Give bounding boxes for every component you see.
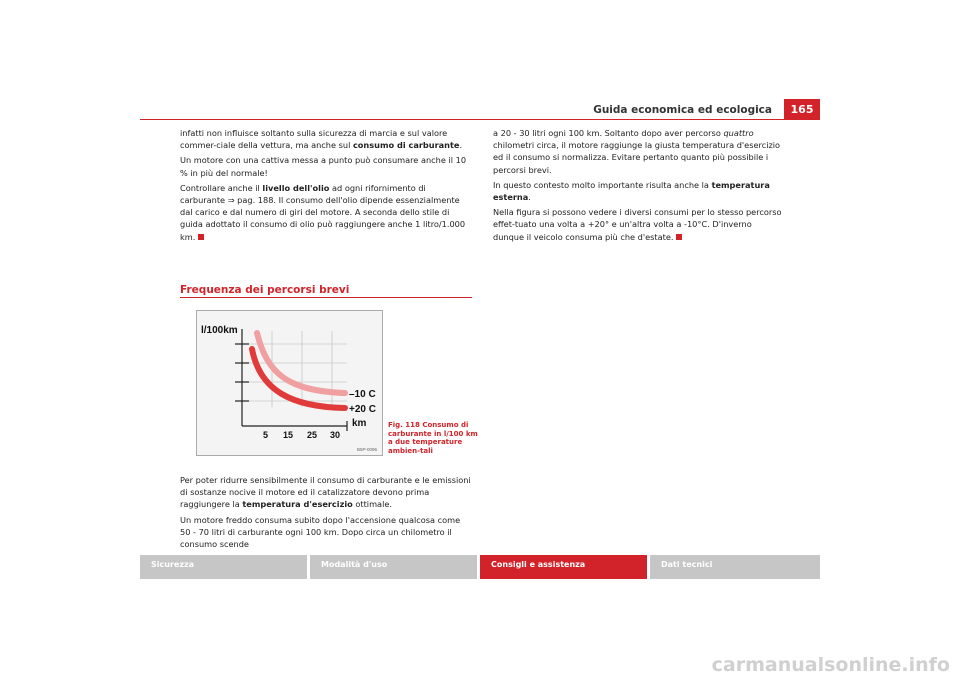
running-header: Guida economica ed ecologica — [593, 104, 772, 116]
paragraph: Per poter ridurre sensibilmente il consumo di carburante e le emissioni di sostanze nocive il motore ed il catalizzatore devono prima raggiungere la temperatura d'esercizio ottimale. — [180, 475, 471, 510]
consumption-diagram — [197, 311, 382, 455]
paragraph: Nella figura si possono vedere i diversi consumi per lo stesso percorso effet-tuato una volta a +20° e un'altra volta a -10°C. D'inverno dunque il veicolo consuma più che d'estate. — [493, 207, 782, 242]
paragraph: Un motore con una cattiva messa a punto può consumare anche il 10 % in più del normale! — [180, 155, 467, 178]
y-axis-label: l/100km — [201, 325, 238, 336]
section-divider — [180, 297, 472, 298]
footer-tab-modalita-uso[interactable]: Modalità d'uso — [310, 555, 477, 579]
end-of-section-icon — [198, 234, 204, 240]
paragraph: Un motore freddo consuma subito dopo l'accensione qualcosa come 50 - 70 litri di carburante ogni 100 km. Dopo circa un chilometro il consumo scende — [180, 514, 461, 550]
paragraph: Controllare anche il livello dell'olio ad ogni rifornimento di carburante ⇒ pag. 188. Il consumo dell'olio dipende essenzialmente dal carico e dal numero di giri del motore. A seconda dello stile di guida adottato il consumo di olio può raggiungere anche 1 litro/1.000 km. — [180, 182, 466, 242]
column-left-top — [180, 127, 472, 246]
curve-label-plus20: +20 C — [349, 404, 376, 415]
page-number: 165 — [784, 99, 820, 119]
header-divider — [140, 119, 820, 120]
figure-caption: Fig. 118 Consumo di carburante in l/100 km a due temperature ambien-tali — [388, 421, 478, 455]
consumption-figure — [196, 310, 383, 456]
x-tick-label: 15 — [283, 430, 294, 440]
paragraph: infatti non influisce soltanto sulla sicurezza di marcia e sul valore commer-ciale della vettura, ma anche sul consumo di carburante. — [180, 128, 463, 151]
paragraph: In questo contesto molto importante risulta anche la temperatura esterna. — [493, 179, 770, 203]
watermark: carmanualsonline.info — [711, 654, 950, 676]
footer-tab-dati-tecnici[interactable]: Dati tecnici — [650, 555, 820, 579]
x-tick-label: 25 — [307, 430, 318, 440]
x-axis-unit: km — [352, 418, 367, 429]
x-tick-label: 30 — [330, 430, 341, 440]
column-right — [493, 127, 783, 246]
paragraph: a 20 - 30 litri ogni 100 km. Soltanto dopo aver percorso quattro chilometri circa, il motore raggiunge la giusta temperatura d'esercizio ed il consumo si normalizza. Evitare pertanto quanto più possibile i percorsi brevi. — [493, 128, 781, 175]
curve-label-minus10: –10 C — [349, 389, 376, 400]
figure-code: B5P-0096 — [357, 447, 378, 452]
column-left-bottom — [180, 474, 472, 553]
x-tick-label: 5 — [263, 430, 269, 440]
footer-tab-sicurezza[interactable]: Sicurezza — [140, 555, 307, 579]
end-of-section-icon — [676, 234, 682, 240]
section-title: Frequenza dei percorsi brevi — [180, 284, 350, 296]
footer-tab-consigli-assistenza[interactable]: Consigli e assistenza — [480, 555, 647, 579]
